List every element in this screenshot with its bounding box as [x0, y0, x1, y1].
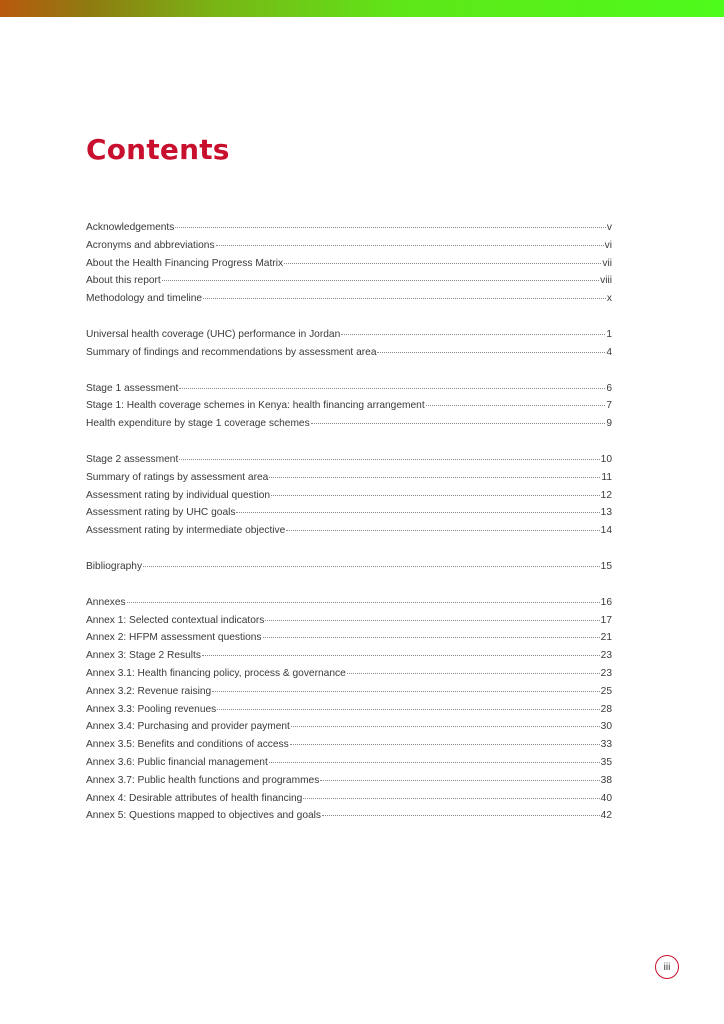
- table-of-contents: [86, 222, 612, 846]
- toc-dot-leader: [377, 352, 605, 353]
- page-title: Contents: [86, 133, 230, 166]
- toc-entry-page: 4: [606, 346, 612, 358]
- page-number-text: iii: [663, 961, 671, 973]
- toc-entry[interactable]: [86, 632, 612, 650]
- header-gradient-bar: [0, 0, 724, 17]
- toc-entry-label: Annex 3.6: Public financial management: [86, 756, 268, 768]
- toc-entry-page: 35: [600, 756, 612, 768]
- toc-dot-leader: [236, 512, 599, 513]
- toc-dot-leader: [217, 709, 599, 710]
- toc-entry-page: vii: [602, 257, 612, 269]
- toc-entry-page: 15: [600, 560, 612, 572]
- toc-entry-page: 21: [600, 632, 612, 644]
- toc-dot-leader: [426, 405, 606, 406]
- toc-entry-page: 33: [600, 739, 612, 751]
- toc-dot-leader: [271, 495, 600, 496]
- toc-entry-page: 6: [606, 382, 612, 394]
- toc-entry[interactable]: [86, 258, 612, 276]
- toc-entry-label: Annex 3.3: Pooling revenues: [86, 703, 217, 715]
- toc-entry-label: Assessment rating by UHC goals: [86, 507, 236, 519]
- toc-entry[interactable]: [86, 775, 612, 793]
- toc-entry-label: Annex 4: Desirable attributes of health financing: [86, 792, 303, 804]
- toc-dot-leader: [269, 762, 600, 763]
- toc-dot-leader: [212, 691, 599, 692]
- toc-dot-leader: [127, 602, 600, 603]
- toc-entry[interactable]: [86, 329, 612, 347]
- page-number-badge: [655, 955, 679, 979]
- toc-section: [86, 597, 612, 828]
- toc-dot-leader: [162, 280, 599, 281]
- toc-entry-page: v: [606, 222, 612, 233]
- toc-entry[interactable]: [86, 472, 612, 490]
- toc-dot-leader: [269, 477, 600, 478]
- toc-entry-label: Stage 1: Health coverage schemes in Kenya: health financing arrangement: [86, 400, 425, 412]
- toc-entry-label: Acronyms and abbreviations: [86, 239, 215, 251]
- toc-entry-label: Annex 2: HFPM assessment questions: [86, 632, 262, 644]
- toc-entry[interactable]: [86, 650, 612, 668]
- toc-dot-leader: [203, 298, 606, 299]
- toc-entry-page: 13: [600, 507, 612, 519]
- toc-dot-leader: [263, 637, 600, 638]
- toc-entry-label: About the Health Financing Progress Matrix: [86, 257, 284, 269]
- toc-entry-label: Health expenditure by stage 1 coverage schemes: [86, 418, 310, 430]
- toc-entry-label: Annex 1: Selected contextual indicators: [86, 614, 265, 626]
- toc-entry-page: x: [606, 293, 612, 305]
- toc-entry[interactable]: [86, 490, 612, 508]
- toc-entry[interactable]: [86, 793, 612, 811]
- toc-entry-page: 42: [600, 810, 612, 822]
- toc-dot-leader: [265, 620, 599, 621]
- toc-entry[interactable]: [86, 507, 612, 525]
- toc-dot-leader: [179, 388, 605, 389]
- toc-entry-page: 23: [600, 667, 612, 679]
- toc-entry-label: Methodology and timeline: [86, 293, 203, 305]
- toc-entry-page: 7: [606, 400, 612, 412]
- toc-entry-page: 11: [601, 471, 612, 483]
- toc-entry[interactable]: [86, 721, 612, 739]
- toc-dot-leader: [290, 744, 600, 745]
- toc-entry-label: Bibliography: [86, 560, 143, 572]
- toc-entry-page: 17: [600, 614, 612, 626]
- toc-entry-label: Assessment rating by intermediate objective: [86, 525, 286, 537]
- toc-dot-leader: [284, 263, 601, 264]
- toc-entry-label: Stage 1 assessment: [86, 382, 179, 394]
- toc-entry-page: 40: [600, 792, 612, 804]
- toc-entry-page: 30: [600, 721, 612, 733]
- toc-entry-label: Annex 3.5: Benefits and conditions of access: [86, 739, 289, 751]
- toc-entry-label: About this report: [86, 275, 161, 287]
- toc-entry[interactable]: [86, 615, 612, 633]
- toc-entry-label: Annex 3.4: Purchasing and provider payment: [86, 721, 290, 733]
- toc-entry[interactable]: [86, 275, 612, 293]
- toc-section: [86, 329, 612, 365]
- toc-dot-leader: [341, 334, 605, 335]
- toc-dot-leader: [291, 726, 600, 727]
- toc-entry[interactable]: [86, 222, 612, 240]
- toc-entry[interactable]: [86, 704, 612, 722]
- toc-entry-page: viii: [600, 275, 612, 287]
- toc-entry[interactable]: [86, 525, 612, 543]
- toc-entry-label: Acknowledgements: [86, 222, 175, 233]
- toc-entry-page: 25: [600, 685, 612, 697]
- toc-entry-page: 16: [600, 596, 612, 608]
- toc-entry-label: Stage 2 assessment: [86, 453, 179, 465]
- toc-entry-page: 12: [600, 489, 612, 501]
- toc-dot-leader: [286, 530, 599, 531]
- toc-entry-label: Annexes: [86, 596, 126, 608]
- toc-dot-leader: [322, 815, 600, 816]
- toc-entry[interactable]: [86, 686, 612, 704]
- toc-entry[interactable]: [86, 400, 612, 418]
- toc-entry-page: 38: [600, 774, 612, 786]
- toc-section: [86, 383, 612, 436]
- toc-section: [86, 222, 612, 311]
- toc-entry-label: Annex 3.2: Revenue raising: [86, 685, 212, 697]
- toc-entry[interactable]: [86, 240, 612, 258]
- toc-entry-label: Annex 3.7: Public health functions and programmes: [86, 774, 320, 786]
- toc-dot-leader: [303, 798, 599, 799]
- toc-dot-leader: [175, 227, 606, 228]
- toc-entry[interactable]: [86, 810, 612, 828]
- toc-entry[interactable]: [86, 347, 612, 365]
- toc-dot-leader: [320, 780, 599, 781]
- toc-entry[interactable]: [86, 561, 612, 579]
- toc-entry-label: Annex 3: Stage 2 Results: [86, 650, 201, 662]
- toc-entry[interactable]: [86, 418, 612, 436]
- toc-entry-page: 10: [600, 453, 612, 465]
- toc-section: [86, 561, 612, 579]
- toc-dot-leader: [311, 423, 606, 424]
- toc-dot-leader: [216, 245, 604, 246]
- toc-entry-label: Annex 5: Questions mapped to objectives and goals: [86, 810, 322, 822]
- toc-entry-label: Summary of findings and recommendations by assessment area: [86, 346, 377, 358]
- toc-entry-page: 23: [600, 650, 612, 662]
- toc-entry-page: 1: [606, 328, 612, 340]
- toc-entry-label: Assessment rating by individual question: [86, 489, 271, 501]
- toc-entry-page: 28: [600, 703, 612, 715]
- toc-dot-leader: [143, 566, 600, 567]
- toc-entry[interactable]: [86, 454, 612, 472]
- toc-entry-label: Annex 3.1: Health financing policy, process & governance: [86, 667, 346, 679]
- toc-entry-page: 9: [606, 418, 612, 430]
- toc-dot-leader: [202, 655, 600, 656]
- toc-section: [86, 454, 612, 543]
- toc-entry[interactable]: [86, 293, 612, 311]
- toc-entry[interactable]: [86, 597, 612, 615]
- toc-entry-label: Universal health coverage (UHC) performance in Jordan: [86, 328, 341, 340]
- toc-dot-leader: [347, 673, 600, 674]
- toc-entry[interactable]: [86, 757, 612, 775]
- toc-entry[interactable]: [86, 383, 612, 401]
- toc-entry-page: 14: [600, 525, 612, 537]
- toc-entry-page: vi: [604, 239, 612, 251]
- toc-dot-leader: [179, 459, 599, 460]
- toc-entry[interactable]: [86, 668, 612, 686]
- toc-entry-label: Summary of ratings by assessment area: [86, 471, 269, 483]
- toc-entry[interactable]: [86, 739, 612, 757]
